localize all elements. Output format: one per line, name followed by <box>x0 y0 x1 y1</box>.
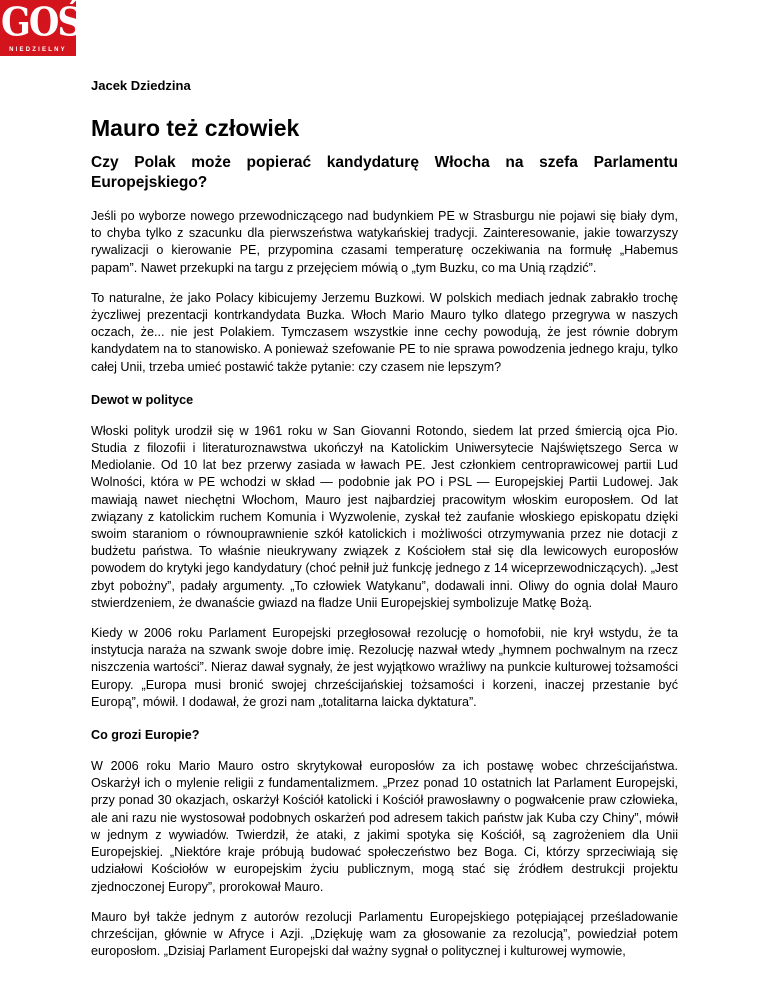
logo-wordmark: GOŚĆ <box>1 0 107 46</box>
gosc-niedzielny-logo <box>0 0 107 56</box>
section-heading-co-grozi: Co grozi Europie? <box>91 728 200 743</box>
paragraph-dewot-2: Kiedy w 2006 roku Parlament Europejski przegłosował rezolucję o homofobii, nie krył wstydu, że ta instytucja naraża na szwank swoje dobre imię. Rezolucję nazwał wtedy „hymnem pochwalnym na rzecz niszczenia wartości”. Nieraz dawał sygnały, że jest wyjątkowo wrażliwy na punkcie kulturowej tożsamości Europy. „Europa musi bronić swojej chrześcijańskiej tożsamości i korzeni, inaczej przestanie być Europą”, mówił. I dodawał, że grozi nam „totalitarna laicka dyktatura”. <box>91 626 678 709</box>
paragraph-intro-2: To naturalne, że jako Polacy kibicujemy Jerzemu Buzkowi. W polskich mediach jednak zabrakło trochę życzliwej prezentacji kontrkandydata Buzka. Włoch Mario Mauro tylko dlatego przegrywa w naszych oczach, że... nie jest Polakiem. Tymczasem wszystkie inne cechy powodują, że jest równie dobrym kandydatem na to stanowisko. A ponieważ szefowanie PE to nie sprawa powodzenia jednego kraju, tylko całej Unii, trzeba umieć postawić także pytanie: czy czasem nie lepszym? <box>91 290 678 374</box>
article <box>91 78 678 960</box>
paragraph-co-grozi-2: Mauro był także jednym z autorów rezolucji Parlamentu Europejskiego potępiającej prześladowanie chrześcijan, głównie w Afryce i Azji. „Dziękuję wam za głosowanie za rezolucją”, powiedział potem europosłom. „Dzisiaj Parlament Europejski dał ważny sygnał o politycznej i kulturowej wymowie, <box>91 909 678 959</box>
section-heading-dewot: Dewot w polityce <box>91 392 194 407</box>
paragraph-co-grozi-1: W 2006 roku Mario Mauro ostro skrytykował europosłów za ich postawę wobec chrześcijaństwa. Oskarżył ich o mylenie religii z fundamentalizmem. „Przez ponad 10 ostatnich lat Parlament Europejski, przy ponad 30 okazjach, oskarżył Kościół katolicki i Kościół prawosławny o pogwałcenie praw człowieka, ale ani razu nie wystosował podobnych oskarżeń pod adresem takich państw jak Kuba czy Chiny”, mówił w jednym z wywiadów. Twierdził, że ataki, z jakimi spotyka się Kościół, są zagrożeniem dla Unii Europejskiej. „Niektóre kraje próbują budować społeczeństwo bez Boga. Ci, którzy sprzeciwiają się udziałowi Kościołów w europejskim życiu publicznym, mogą stać się źródłem destrukcji projektu zjednoczonej Europy”, prorokował Mauro. <box>91 759 678 894</box>
article-author: Jacek Dziedzina <box>91 78 191 93</box>
article-subtitle: Czy Polak może popierać kandydaturę Włocha na szefa Parlamentu Europejskiego? <box>91 154 678 191</box>
logo-subtitle: NIEDZIELNY <box>9 47 67 53</box>
paragraph-dewot-1: Włoski polityk urodził się w 1961 roku w San Giovanni Rotondo, siedem lat przed śmiercią ojca Pio. Studia z filozofii i literaturoznawstwa ukończył na Katolickim Uniwersytecie Najświętszego Serca w Mediolanie. Od 10 lat bez przerwy zasiada w ławach PE. Jest członkiem centroprawicowej partii Lud Wolności, która w PE wchodzi w skład — podobnie jak PO i PSL — Europejskiej Partii Ludowej. Jak mawiają nawet niechętni Włochom, Mauro jest najbardziej pracowitym włoskim europosłem. Od lat związany z katolickim ruchem Komunia i Wyzwolenie, zyskał też zaufanie włoskiego episkopatu dzięki swoim staraniom o równouprawnienie szkół katolickich i możliwości otrzymywania przez nie dotacji z budżetu państwa. To właśnie nieukrywany związek z Kościołem stał się dla lewicowych europosłów powodem do krytyki jego kandydatury (choć pełnił już funkcję jednego z 14 wiceprzewodniczących). „Jest zbyt pobożny”, padały argumenty. „To człowiek Watykanu”, dodawali inni. Oliwy do ognia dolał Mauro stwierdzeniem, że dwanaście gwiazd na fladze Unii Europejskiej symbolizuje Matkę Bożą. <box>91 423 678 610</box>
paragraph-intro-1: Jeśli po wyborze nowego przewodniczącego nad budynkiem PE w Strasburgu nie pojawi się biały dym, to chyba tylko z szacunku dla pierwszeństwa watykańskiej tradycji. Zainteresowanie, jakie towarzyszy rywalizacji o kierowanie PE, przypomina czasami temperaturę oczekiwania na formułę „Habemus papam”. Nawet przekupki na targu z przejęciem mówią o „tym Buzku, co ma Unią rządzić”. <box>91 209 678 275</box>
article-title: Mauro też człowiek <box>91 115 300 141</box>
